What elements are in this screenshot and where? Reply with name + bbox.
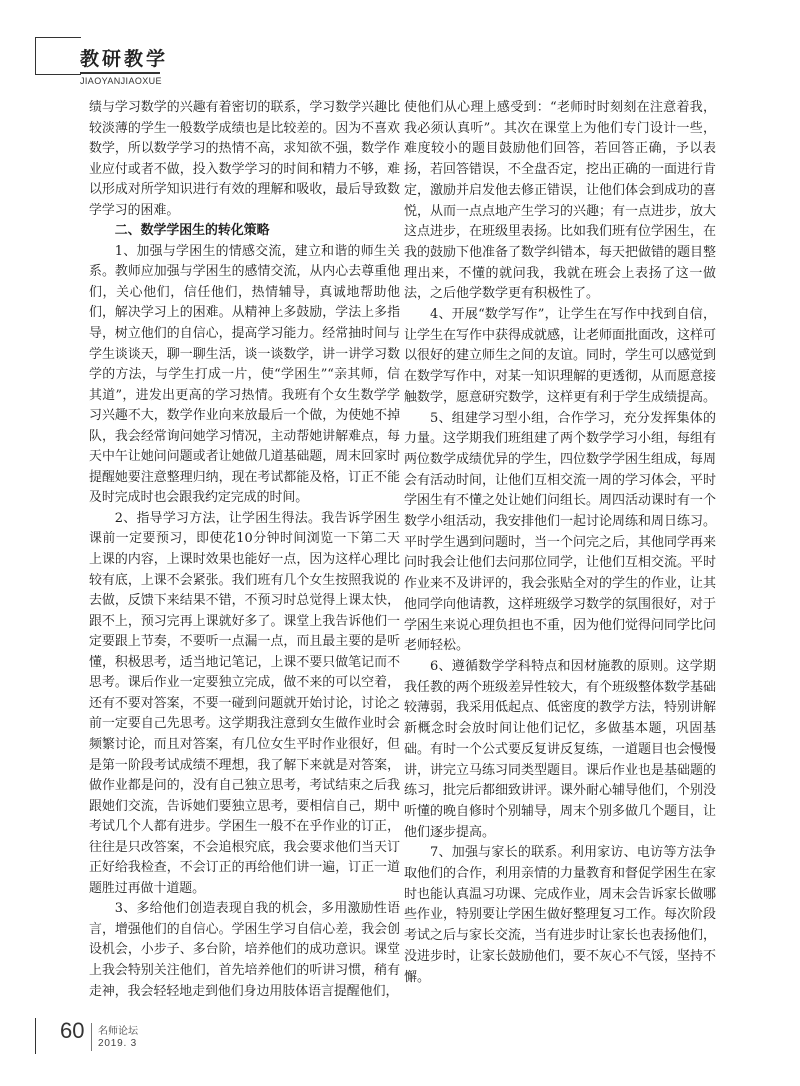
paragraph-6: 6、遵循数学学科特点和因材施教的原则。这学期我任教的两个班级差异性较大，有个班级整体数学基础较薄弱，我采用低起点、低密度的教学方法，特别讲解新概念时会放时间让他们记忆，多做基本题，巩固基础。有时一个公式要反复讲反复练，一道题目也会慢慢讲，讲完立马练习同类型题目。课后作业也是基础题的练习，批完后都细致讲评。课外耐心辅导他们，个别没听懂的晚自修时个别辅导，周末个别多做几个题目，让他们逐步提高。 — [404, 658, 717, 840]
paragraph-1: 1、加强与学困生的情感交流，建立和谐的师生关系。教师应加强与学困生的感情交流，从内心去尊重他们，关心他们，信任他们，热情辅导，真诚地帮助他们，解决学习上的困难。从精神上多鼓励，学法上多指导，树立他们的自信心，提高学习能力。经常抽时间与学生谈谈天，聊一聊生活，谈一谈数学，讲一讲学习数学的方法，与学生打成一片，使“学困生”“亲其师，信其道”，进发出更高的学习热情。我班有个女生数学学习兴趣不大，数学作业向来放最后一个做，为使她不掉队，我会经常询问她学习情况，主动帮她讲解难点，每天中午让她问问题或者让她做几道基础题，周末回家时提醒她要注意整理归纳，现在考试都能及格，订正不能及时完成时也会跟我约定完成的时间。 — [89, 243, 400, 506]
left-column — [89, 98, 400, 1002]
journal-name: 名师论坛 — [98, 1026, 138, 1037]
issue-number: 2019. 3 — [98, 1038, 137, 1049]
right-column — [404, 98, 716, 988]
section-title: 教研教学 — [80, 48, 169, 70]
section-subtitle: JIAOYANJIAOXUE — [80, 76, 162, 86]
header-bracket — [35, 37, 81, 75]
paragraph-intro: 绩与学习数学的兴趣有着密切的联系，学习数学兴趣比较淡薄的学生一般数学成绩也是比较差的。因为不喜欢数学，所以数学学习的热情不高，求知欲不强，数学作业应付或者不做，投入数学学习的时间和精力不够，难以形成对所学知识进行有效的理解和吸收，最后导致数学学习的困难。 — [89, 100, 400, 218]
header-rule — [80, 72, 160, 74]
footer-divider — [91, 1023, 92, 1051]
paragraph-4: 4、开展“数学写作”，让学生在写作中找到自信，让学生在写作中获得成就感，让老师面批面改，这样可以很好的建立师生之间的友谊。同时，学生可以感觉到在数学写作中，对某一知识理解的更透彻，从而愿意接触数学，愿意研究数学，这样更有利于学生成绩提高。 — [404, 307, 717, 405]
paragraph-7: 7、加强与家长的联系。利用家访、电访等方法争取他们的合作，利用亲情的力量教育和督促学困生在家时也能认真温习功课、完成作业，周末会告诉家长做哪些作业，特别要让学困生做好整理复习工作。每次阶段考试之后与家长交流，当有进步时让家长也表扬他们，没进步时，让家长鼓励他们，要不灰心不气馁，坚持不懈。 — [404, 845, 717, 985]
page-number: 60 — [60, 1018, 85, 1043]
paragraph-5: 5、组建学习型小组，合作学习，充分发挥集体的力量。这学期我们班组建了两个数学学习小组，每组有两位数学成绩优异的学生，四位数学学困生组成，每周会有活动时间，让他们互相交流一周的学习体会，平时学困生有不懂之处让她们问组长。周四活动课时有一个数学小组活动，我安排他们一起讨论周练和周日练习。平时学生遇到问题时，当一个问完之后，其他同学再来问时我会让他们去问那位同学，让他们互相交流。平时作业来不及讲评的，我会张贴全对的学生的作业，让其他同学向他请教，这样班级学习数学的氛围很好，对于学困生来说心理负担也不重，因为他们觉得问同学比问老师轻松。 — [404, 410, 717, 654]
paragraph-2: 2、指导学习方法，让学困生得法。我告诉学困生课前一定要预习，即使花10分钟时间浏览一下第二天上课的内容，上课时效果也能好一点，因为这样心理比较有底，上课不会紧张。我们班有几个女生按照我说的去做，反馈下来结果不错，不预习时总觉得上课太快，跟不上，预习完再上课就好多了。课堂上我告诉他们一定要跟上节奏，不要听一点漏一点，而且最主要的是听懂，积极思考，适当地记笔记，上课不要只做笔记而不思考。课后作业一定要独立完成，做不来的可以空着，还有不要对答案，不要一碰到问题就开始讨论，讨论之前一定要自己先思考。这学期我注意到女生做作业时会频繁讨论，而且对答案，有几位女生平时作业很好，但是第一阶段考试成绩不理想，我了解下来就是对答案，做作业都是问的，没有自己独立思考，考试结束之后我跟她们交流，告诉她们要独立思考，要相信自己，期中考试几个人都有进步。学困生一般不在乎作业的订正，往往是只改答案，不会追根究底，我会要求他们当天订正好给我检查，不会订正的再给他们讲一遍，订正一道题胜过再做十道题。 — [89, 510, 400, 896]
paragraph-3: 3、多给他们创造表现自我的机会，多用激励性语言，增强他们的自信心。学困生学习自信心差，我会创设机会，小步子、多台阶，培养他们的成功意识。课堂上我会特别关注他们，首先培养他们的听讲习惯，稍有走神，我会轻轻地走到他们身边用肢体语言提醒他们， — [89, 901, 400, 999]
footer-rule — [35, 1018, 36, 1054]
paragraph-3-continued: 使他们从心理上感受到：“老师时时刻刻在注意着我，我必须认真听”。其次在课堂上为他们专门设计一些，难度较小的题目鼓励他们回答，若回答正确，予以表扬，若回答错误，不全盘否定，挖出正确的一面进行肯定，激励并启发他去修正错误，让他们体会到成功的喜悦，从而一点点地产生学习的兴趣；有一点进步，放大这点进步，在班级里表扬。比如我们班有位学困生，在我的鼓励下他准备了数学纠错本，每天把做错的题目整理出来，不懂的就问我，我就在班会上表扬了这一做法，之后他学数学更有积极性了。 — [404, 100, 717, 302]
section-heading: 二、数学学困生的转化策略 — [114, 223, 270, 239]
